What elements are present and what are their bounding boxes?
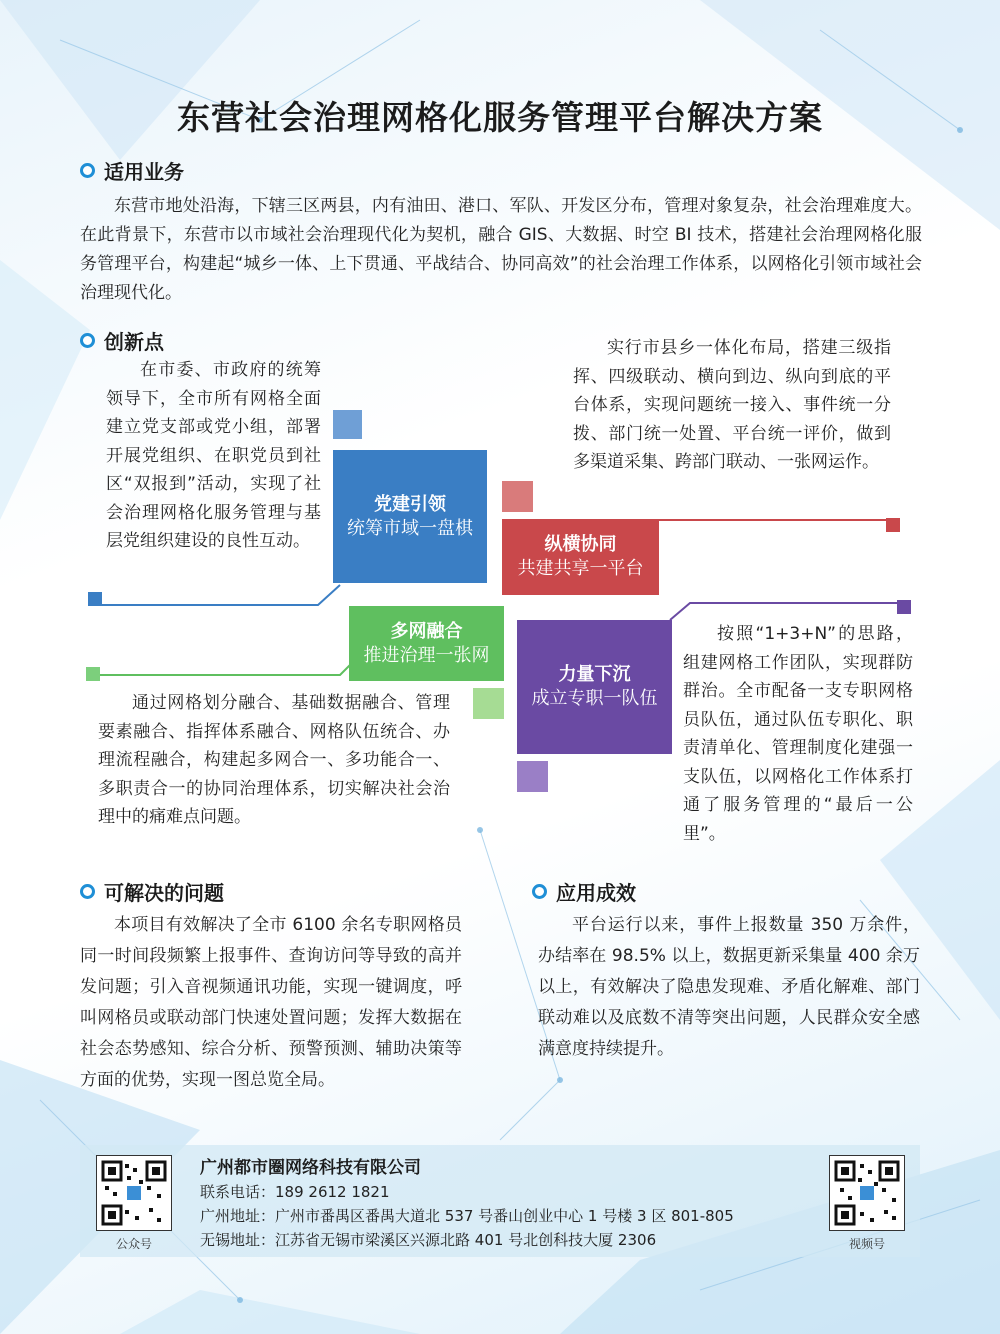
innovation-box-coordination [502, 519, 659, 595]
qr-code-icon [96, 1155, 172, 1231]
decorative-square-red-small [886, 518, 900, 532]
qr-right [829, 1155, 905, 1252]
innovation-bottom-right-text: 按照“1+3+N”的思路，组建网格工作团队，实现群防群治。全市配备一支专职网格员队伍，通过队伍专职化、职责清单化、管理制度化建强一支队伍，以网格化工作体系打通了服务管理的“最后一公里”。 [683, 624, 913, 844]
box-title: 纵横协同 [544, 534, 617, 555]
box-subtitle: 成立专职一队伍 [531, 688, 658, 709]
qr-left [96, 1155, 172, 1252]
results-paragraph: 平台运行以来，事件上报数量 350 万余件，办结率在 98.5% 以上，数据更新采集量 400 余万以上，有效解决了隐患发现难、矛盾化解难、部门联动难以及底数不清等突出问题，人民群众安全感满意度持续提升。 [538, 915, 920, 1059]
section-heading-applicable [80, 156, 184, 185]
page-title: 东营社会治理网格化服务管理平台解决方案 [177, 98, 823, 137]
decorative-square-green [473, 688, 504, 719]
section-heading-text: 应用成效 [556, 881, 636, 905]
bullet-circle-icon [80, 163, 95, 178]
decorative-square-red [502, 481, 533, 512]
applicable-paragraph: 东营市地处沿海，下辖三区两县，内有油田、港口、军队、开发区分布，管理对象复杂，社会治理难度大。在此背景下，东营市以市域社会治理现代化为契机，融合 GIS、大数据、时空 BI 技术，搭建社会治理网格化服务管理平台，构建起“城乡一体、上下贯通、平战结合、协同高效”的社会治理工作体系，以网格化引领市域社会治理现代化。 [80, 196, 922, 303]
innovation-right-text: 实行市县乡一体化布局，搭建三级指挥、四级联动、横向到边、纵向到底的平台体系，实现问题统一接入、事件统一分拨、部门统一处置、平台统一评价，做到多渠道采集、跨部门联动、一张网运作。 [573, 338, 891, 472]
box-title: 力量下沉 [558, 664, 631, 685]
innovation-box-force-sinking [517, 620, 672, 754]
contact-phone: 联系电话：189 2612 1821 [200, 1183, 390, 1201]
box-subtitle: 共建共享一平台 [517, 558, 644, 579]
decorative-square-purple-small [897, 600, 911, 614]
qr-code-icon [829, 1155, 905, 1231]
box-title: 党建引领 [374, 493, 446, 515]
company-name: 广州都市圈网络科技有限公司 [200, 1158, 421, 1178]
bullet-circle-icon [532, 884, 547, 899]
decorative-square-blue [333, 410, 362, 439]
section-heading-problems [80, 877, 224, 906]
footer-contact-block [200, 1153, 820, 1252]
section-heading-text: 适用业务 [104, 160, 184, 184]
wuxi-address: 无锡地址：江苏省无锡市梁溪区兴源北路 401 号北创科技大厦 2306 [200, 1231, 657, 1249]
section-heading-text: 创新点 [104, 330, 164, 354]
section-heading-results [532, 877, 636, 906]
decorative-square-purple [517, 761, 548, 792]
innovation-box-network-fusion [349, 606, 504, 681]
guangzhou-address: 广州地址：广州市番禺区番禺大道北 537 号番山创业中心 1 号楼 3 区 801-805 [200, 1207, 734, 1225]
section-heading-innovation [80, 326, 164, 355]
problems-paragraph: 本项目有效解决了全市 6100 余名专职网格员同一时间段频繁上报事件、查询访问等导致的高并发问题；引入音视频通讯功能，实现一键调度，呼叫网格员或联动部门快速处置问题；发挥大数据在社会态势感知、综合分析、预警预测、辅助决策等方面的优势，实现一图总览全局。 [80, 915, 462, 1090]
qr-right-caption: 视频号 [848, 1237, 885, 1251]
box-title: 多网融合 [390, 620, 463, 642]
box-subtitle: 推进治理一张网 [363, 644, 490, 666]
bullet-circle-icon [80, 884, 95, 899]
decorative-square-green-small [86, 667, 100, 681]
innovation-bottom-left-text: 通过网格划分融合、基础数据融合、管理要素融合、指挥体系融合、网格队伍统合、办理流程融合，构建起多网合一、多功能合一、多职责合一的协同治理体系，切实解决社会治理中的痛难点问题。 [98, 693, 450, 827]
innovation-left-text: 在市委、市政府的统筹领导下，全市所有网格全面建立党支部或党小组，部署开展党组织、在职党员到社区“双报到”活动，实现了社会治理网格化服务管理与基层党组织建设的良性互动。 [106, 360, 321, 551]
qr-left-caption: 公众号 [115, 1237, 152, 1251]
section-heading-text: 可解决的问题 [104, 881, 224, 905]
innovation-box-party-building [333, 450, 487, 583]
box-subtitle: 统筹市域一盘棋 [347, 517, 473, 539]
bullet-circle-icon [80, 333, 95, 348]
decorative-square-blue-small [88, 592, 102, 606]
